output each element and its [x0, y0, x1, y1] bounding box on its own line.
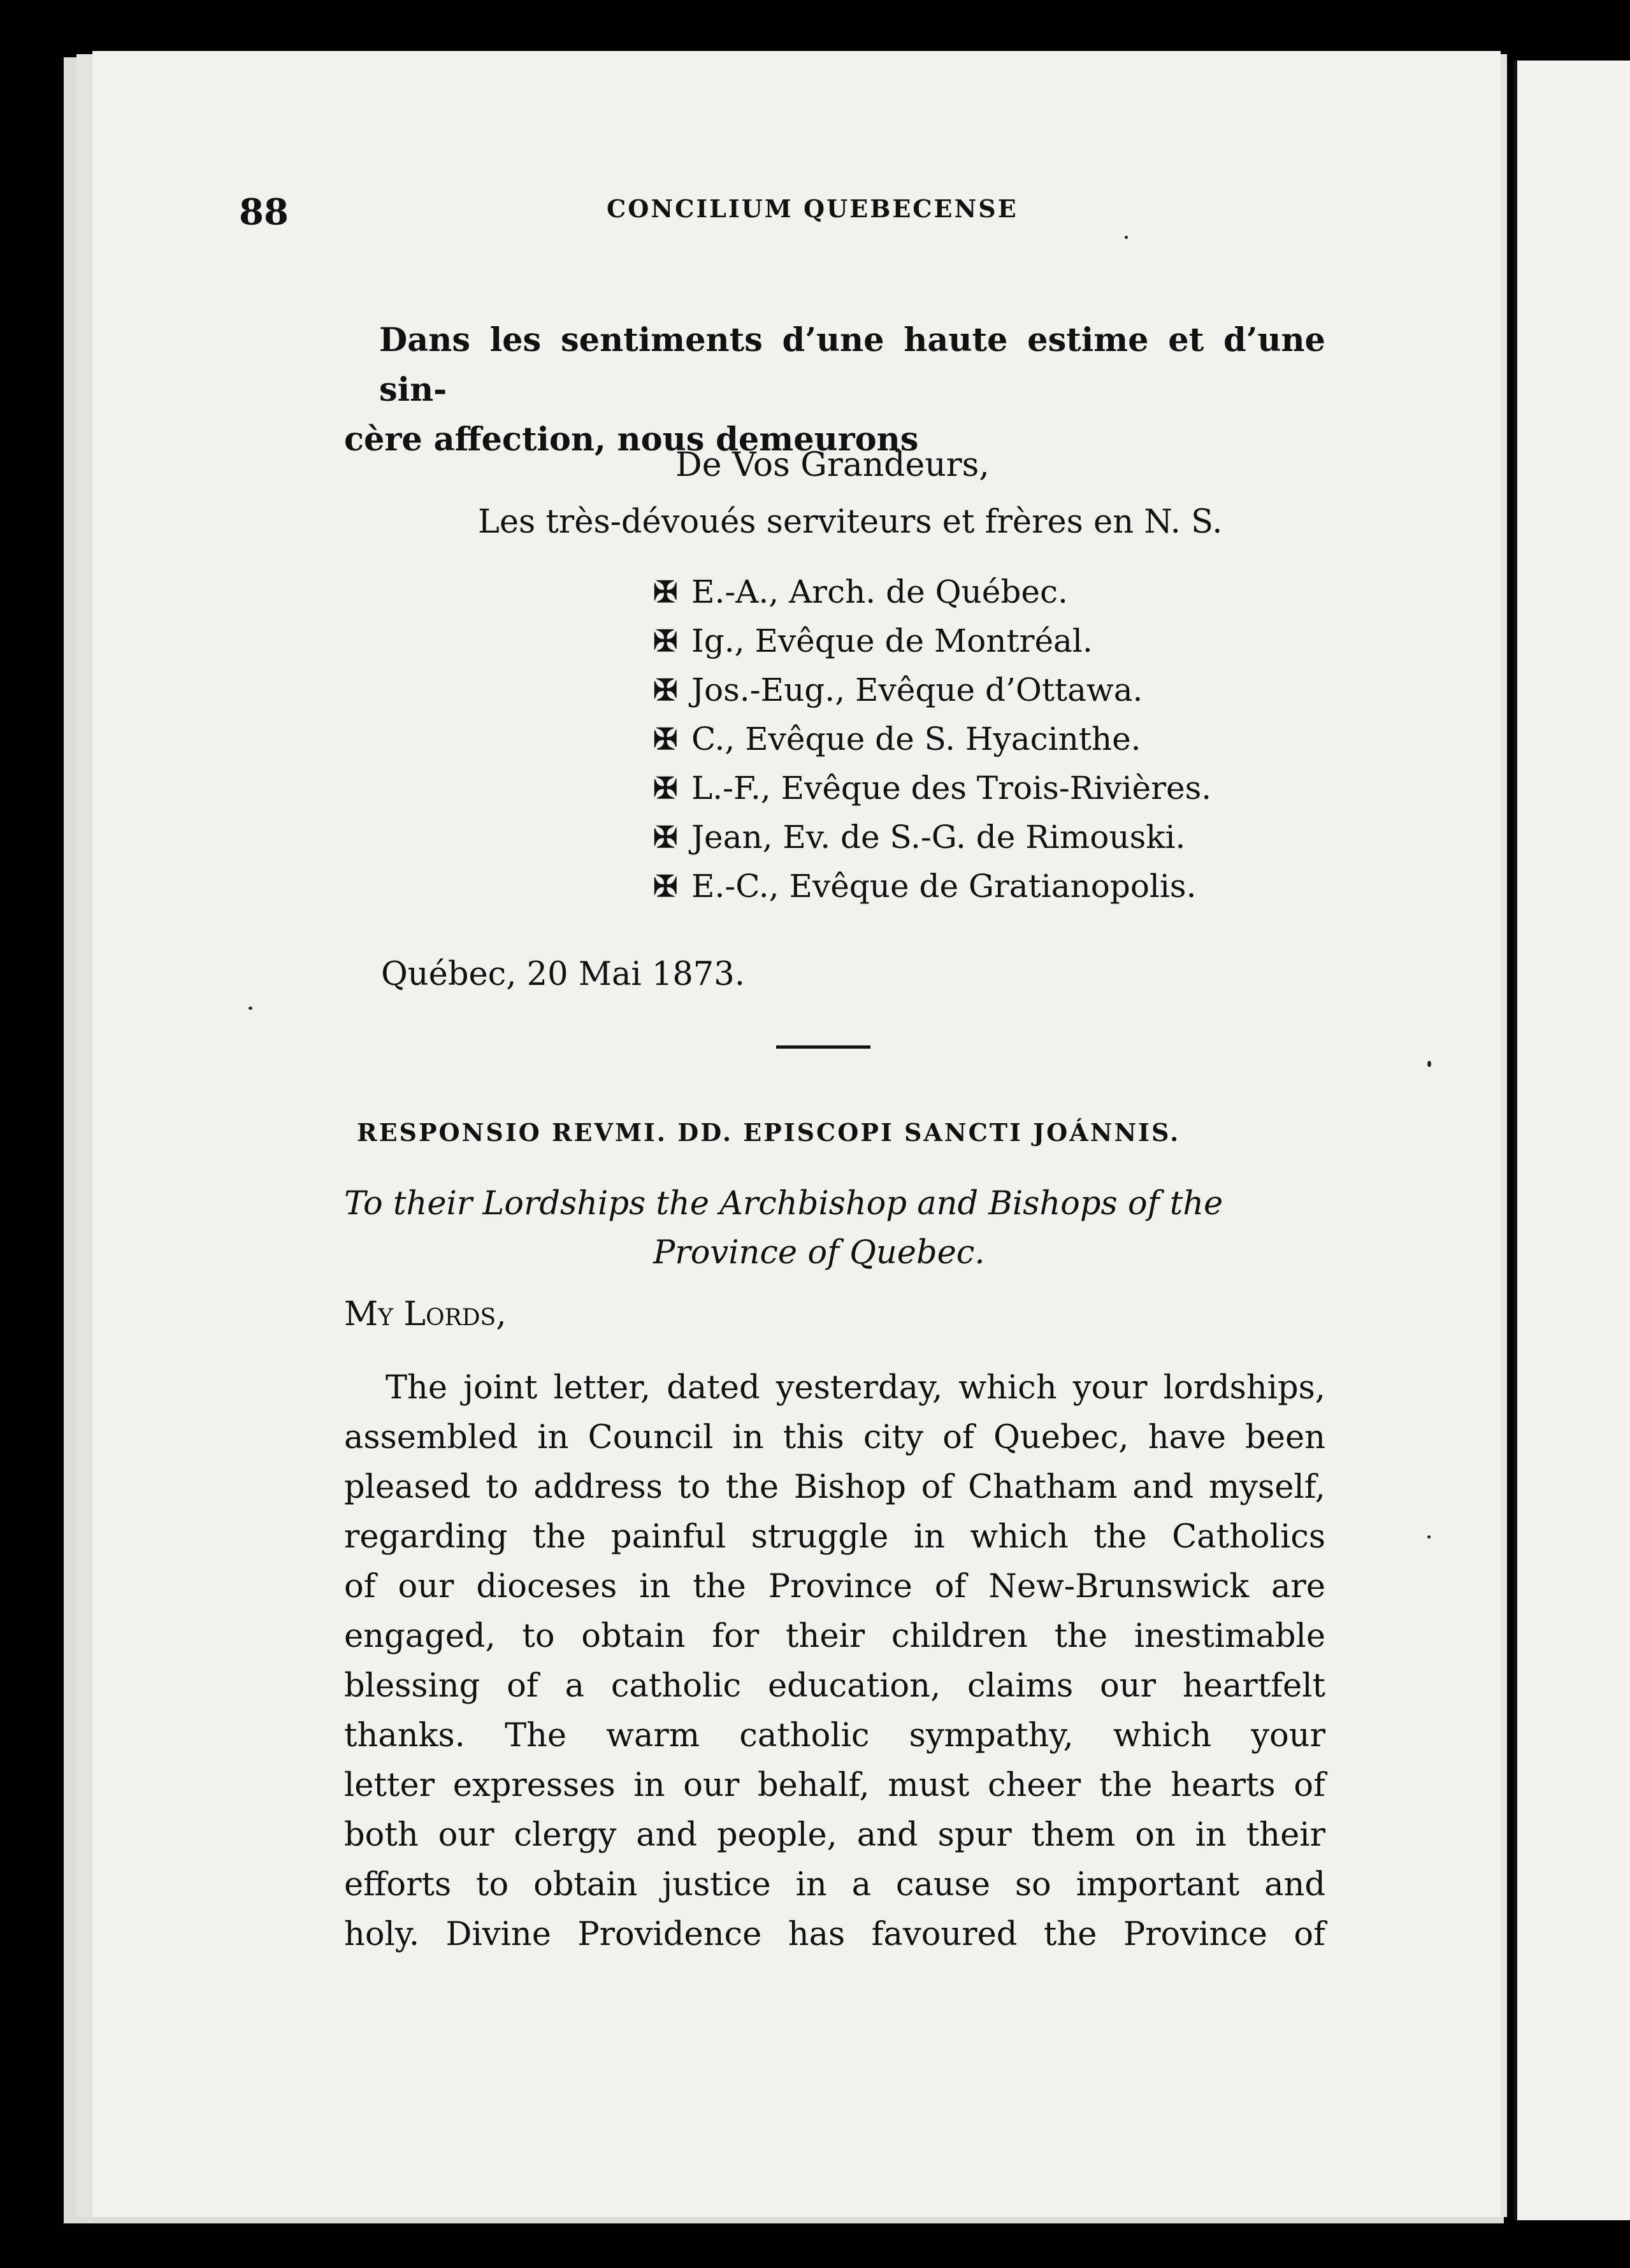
signatory — [653, 763, 1211, 812]
signatory — [653, 861, 1211, 910]
salutation-line: Les très-dévoués serviteurs et frères en N. S. — [478, 503, 1223, 541]
section-rule — [776, 1045, 870, 1049]
salutation-line: De Vos Grandeurs, — [675, 446, 990, 484]
ink-speck — [249, 1007, 252, 1010]
letter-body — [344, 1363, 1325, 1960]
letter-line: thanks. The warm catholic sympathy, which your — [344, 1717, 1325, 1755]
cross-icon: ✠ — [653, 770, 678, 805]
signatory-name: Jean, Ev. de S.-G. de Rimouski. — [691, 818, 1186, 856]
signatory — [653, 665, 1211, 714]
cross-icon: ✠ — [653, 623, 678, 658]
address-line: Province of Quebec. — [653, 1234, 985, 1272]
signatory-name: E.-C., Evêque de Gratianopolis. — [691, 867, 1197, 905]
closing-line: Dans les sentiments d’une haute estime et d’une sin- — [379, 321, 1325, 409]
signatory — [653, 567, 1211, 616]
signatory-name: L.-F., Evêque des Trois-Rivières. — [691, 769, 1212, 807]
running-head: CONCILIUM QUEBECENSE — [607, 194, 1018, 223]
response-heading: RESPONSIO REVMI. DD. EPISCOPI SANCTI JOÁNNIS. — [357, 1118, 1181, 1147]
ink-speck — [1125, 236, 1128, 239]
signatory-name: Ig., Evêque de Montréal. — [691, 622, 1093, 659]
ink-speck — [1427, 1061, 1431, 1067]
facing-page — [1513, 61, 1630, 2220]
letter-line: efforts to obtain justice in a cause so important and — [344, 1866, 1325, 1904]
cross-icon: ✠ — [653, 672, 678, 707]
letter-line: holy. Divine Providence has favoured the Province of — [344, 1916, 1325, 1953]
date-line: Québec, 20 Mai 1873. — [381, 956, 745, 993]
letter-line: regarding the painful struggle in which the Catholics — [344, 1518, 1325, 1556]
letter-line: engaged, to obtain for their children the inestimable — [344, 1618, 1325, 1655]
page-number: 88 — [239, 191, 289, 233]
letter-line: pleased to address to the Bishop of Chatham and myself, — [344, 1468, 1325, 1506]
cross-icon: ✠ — [653, 721, 678, 756]
address-line: To their Lordships the Archbishop and Bishops of the — [344, 1185, 1223, 1223]
letter-line: both our clergy and people, and spur them on in their — [344, 1816, 1325, 1854]
ink-speck — [1427, 1535, 1431, 1539]
signatories-list — [653, 567, 1211, 910]
cross-icon: ✠ — [653, 868, 678, 903]
signatory-name: Jos.-Eug., Evêque d’Ottawa. — [691, 671, 1143, 708]
signatory — [653, 616, 1211, 665]
cross-icon: ✠ — [653, 574, 678, 609]
letter-line: The joint letter, dated yesterday, which your lordships, — [386, 1369, 1325, 1407]
letter-line: blessing of a catholic education, claims our heartfelt — [344, 1667, 1325, 1705]
signatory — [653, 812, 1211, 861]
closing-line: cère affection, nous demeurons — [344, 420, 919, 459]
signatory — [653, 714, 1211, 763]
signatory-name: C., Evêque de S. Hyacinthe. — [691, 720, 1141, 757]
letter-line: letter expresses in our behalf, must cheer the hearts of — [344, 1767, 1325, 1804]
signatory-name: E.-A., Arch. de Québec. — [691, 573, 1068, 610]
cross-icon: ✠ — [653, 819, 678, 854]
greeting: My Lords, — [344, 1295, 507, 1333]
closing-paragraph — [344, 315, 1325, 464]
letter-line: assembled in Council in this city of Quebec, have been — [344, 1419, 1325, 1456]
letter-line: of our dioceses in the Province of New-Brunswick are — [344, 1568, 1325, 1605]
